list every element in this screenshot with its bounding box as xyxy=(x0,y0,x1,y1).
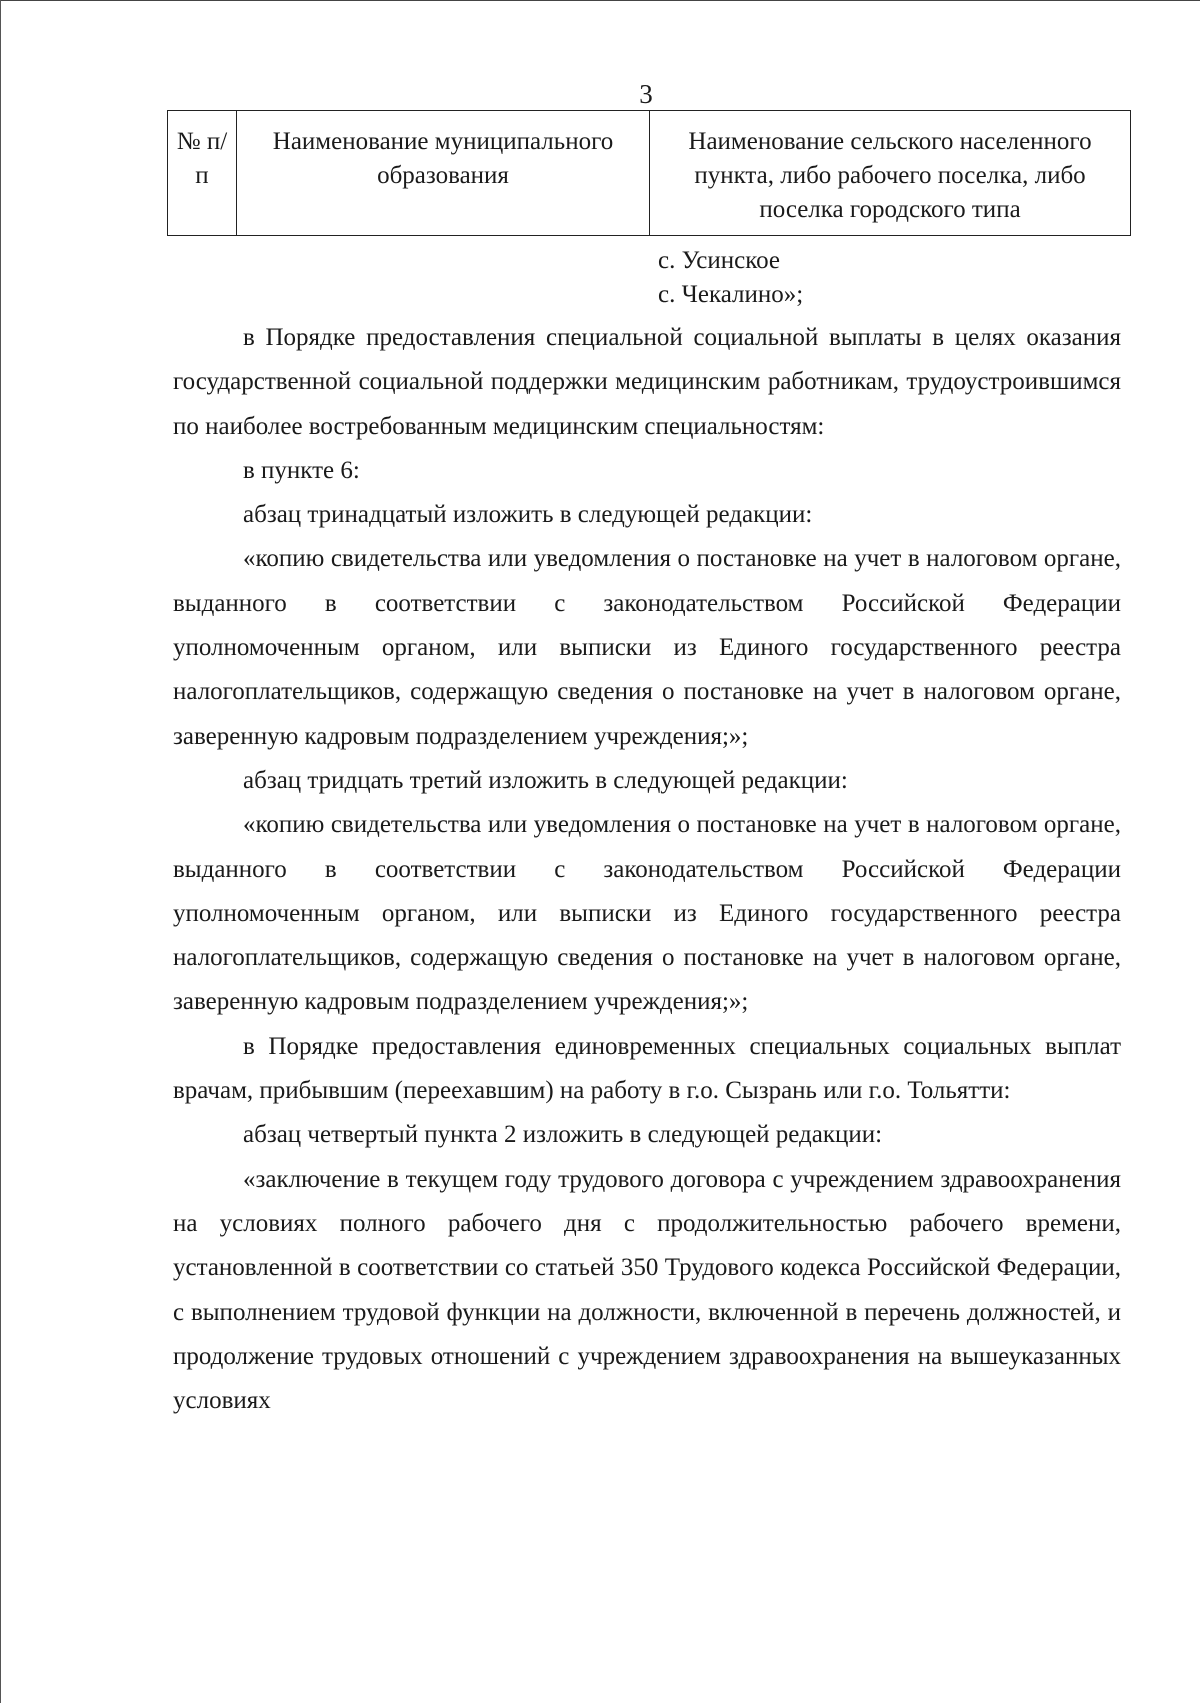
table-header-row xyxy=(168,111,1131,236)
paragraph: в пункте 6: xyxy=(243,456,360,484)
paragraph: абзац тридцать третий изложить в следующей редакции: xyxy=(243,766,848,794)
header-cell-settlement: Наименование сельского населенного пункта, либо рабочего поселка, либо поселка городского типа xyxy=(650,111,1131,236)
scan-edge-top xyxy=(0,0,1200,5)
settlements-table-header xyxy=(167,110,1131,236)
paragraph: абзац четвертый пункта 2 изложить в следующей редакции: xyxy=(243,1121,883,1149)
header-cell-municipality: Наименование муниципального образования xyxy=(237,111,650,236)
page-number: 3 xyxy=(639,79,653,109)
paragraph: «копию свидетельства или уведомления о постановке на учет в налоговом органе, выданного в соответствии с законодательством Российской Федерации уполномоченным органом, или выписки из Единого государственного реестра налогоплательщиков, содержащую сведения о постановке на учет в налоговом органе, заверенную кадровым подразделением учреждения;»; xyxy=(173,545,1121,750)
settlement-item: с. Чекалино»; xyxy=(658,281,804,308)
paragraph: «заключение в текущем году трудового договора с учреждением здравоохранения на условиях полного рабочего дня с продолжительностью рабочего времени, установленной в соответствии со статьей 350 Трудового кодекса Российской Федерации, с выполнением трудовой функции на должности, включенной в перечень должностей, и продолжение трудовых отношений с учреждением здравоохранения на вышеуказанных условиях xyxy=(173,1165,1121,1415)
paragraph: «копию свидетельства или уведомления о постановке на учет в налоговом органе, выданного в соответствии с законодательством Российской Федерации уполномоченным органом, или выписки из Единого государственного реестра налогоплательщиков, содержащую сведения о постановке на учет в налоговом органе, заверенную кадровым подразделением учреждения;»; xyxy=(173,811,1121,1016)
paragraph: в Порядке предоставления специальной социальной выплаты в целях оказания государственной социальной поддержки медицинским работникам, трудоустроившимся по наиболее востребованным медицинским специальностям: xyxy=(173,324,1121,440)
paragraph: в Порядке предоставления единовременных специальных социальных выплат врачам, прибывшим (переехавшим) на работу в г.о. Сызрань или г.о. Тольятти: xyxy=(173,1032,1121,1105)
settlement-item: с. Усинское xyxy=(658,247,781,274)
header-cell-number: № п/п xyxy=(168,111,237,236)
document-body xyxy=(173,316,1121,1423)
settlement-list-tail xyxy=(658,244,803,312)
scan-edge-left xyxy=(0,0,1,1703)
paragraph: абзац тринадцатый изложить в следующей редакции: xyxy=(243,501,813,529)
